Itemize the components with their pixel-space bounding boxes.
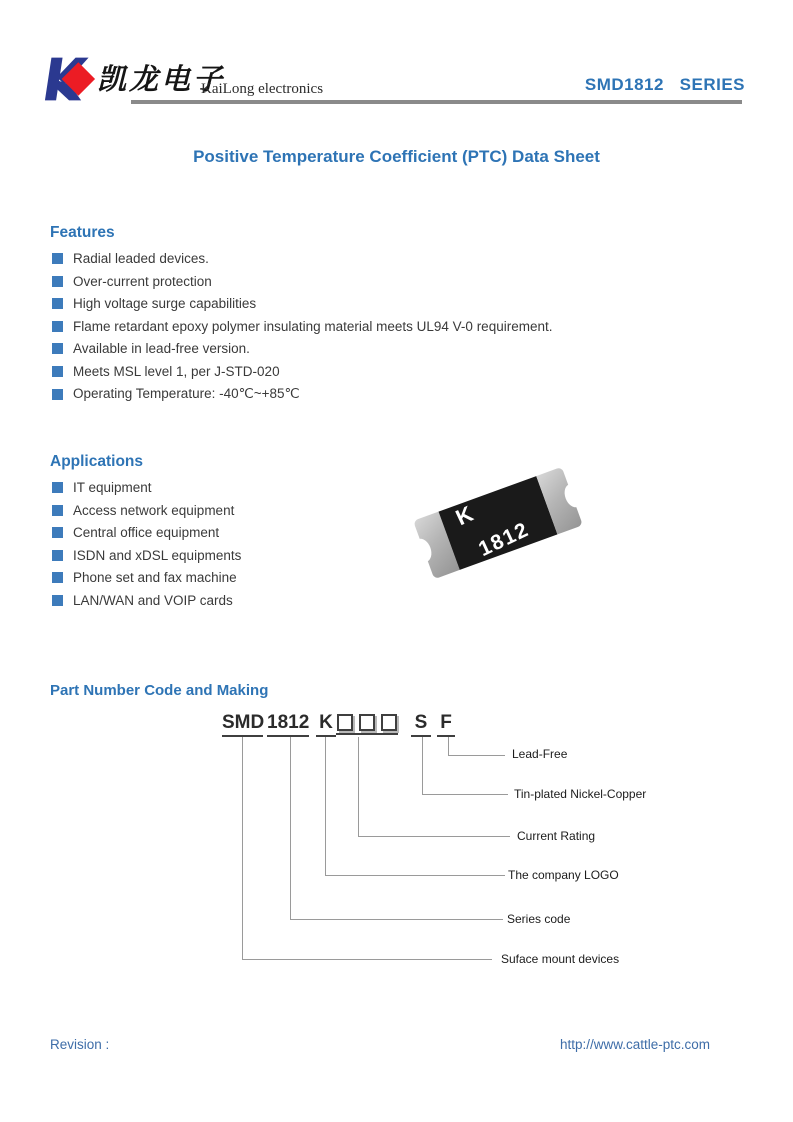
list-item (52, 251, 670, 266)
logo-subtitle: KaiLong electronics (201, 81, 324, 97)
bullet-square-icon (52, 550, 63, 561)
code-segment-smd: SMD (222, 711, 263, 737)
callout-line (358, 836, 510, 837)
list-item (52, 525, 410, 540)
callout-line (290, 919, 503, 920)
code-segment-series: 1812 (267, 711, 309, 737)
callout-line (422, 737, 423, 794)
part-number-heading: Part Number Code and Making (50, 682, 269, 699)
features-heading: Features (50, 224, 115, 241)
feature-text: Radial leaded devices. (73, 251, 209, 266)
list-item (52, 296, 670, 311)
callout-line (448, 737, 449, 755)
applications-list (50, 480, 410, 608)
ptc-component-photo (413, 467, 583, 579)
code-segment-rating-boxes (336, 711, 398, 735)
features-section (50, 224, 670, 410)
feature-text: Operating Temperature: -40℃~+85℃ (73, 386, 300, 401)
bullet-square-icon (52, 389, 63, 400)
callout-line (325, 875, 505, 876)
series-title: SMD1812 SERIES (584, 75, 745, 94)
list-item (52, 386, 670, 402)
feature-text: Available in lead-free version. (73, 341, 250, 356)
application-text: IT equipment (73, 480, 152, 495)
code-segment-f: F (437, 711, 455, 737)
feature-text: Over-current protection (73, 273, 212, 289)
bullet-square-icon (52, 595, 63, 606)
callout-label-tin-plated: Tin-plated Nickel-Copper (514, 787, 647, 801)
bullet-square-icon (52, 527, 63, 538)
logo-chinese-text: 凯龙电子 (97, 62, 226, 96)
application-text: Access network equipment (73, 502, 235, 518)
callout-label-surface-mount: Suface mount devices (501, 952, 620, 966)
chip-body (439, 476, 558, 570)
bullet-square-icon (52, 276, 63, 287)
rating-box-icon (337, 714, 353, 731)
features-list (50, 251, 670, 402)
kailong-logo-icon (44, 55, 96, 103)
bullet-square-icon (52, 366, 63, 377)
callout-line (242, 959, 492, 960)
callout-line (358, 737, 359, 836)
rating-box-icon (359, 714, 375, 731)
list-item (52, 480, 410, 495)
application-text: LAN/WAN and VOIP cards (73, 592, 233, 608)
list-item (52, 593, 410, 608)
bullet-square-icon (52, 505, 63, 516)
list-item (52, 319, 670, 334)
feature-text: Flame retardant epoxy polymer insulating material meets UL94 V-0 requirement. (73, 318, 553, 334)
bullet-square-icon (52, 572, 63, 583)
header-rule (131, 100, 742, 104)
applications-heading: Applications (50, 453, 144, 470)
feature-text: Meets MSL level 1, per J-STD-020 (73, 363, 280, 379)
list-item (52, 274, 670, 289)
feature-text: High voltage surge capabilities (73, 296, 257, 311)
website-link[interactable]: http://www.cattle-ptc.com (559, 1037, 710, 1052)
chip-marking-logo: K (451, 500, 477, 531)
code-segment-s: S (411, 711, 431, 737)
bullet-square-icon (52, 298, 63, 309)
applications-section (50, 453, 410, 615)
callout-line (448, 755, 505, 756)
callout-line (242, 737, 243, 959)
callout-label-lead-free: Lead-Free (512, 747, 568, 761)
chip-marking-size: 1812 (475, 517, 533, 562)
bullet-square-icon (52, 343, 63, 354)
callout-label-series-code: Series code (507, 912, 571, 926)
code-segment-logo: K (316, 711, 336, 737)
callout-line (325, 737, 326, 875)
callout-label-company-logo: The company LOGO (508, 868, 619, 882)
page-title: Positive Temperature Coefficient (PTC) Data Sheet (193, 147, 600, 166)
application-text: ISDN and xDSL equipments (73, 547, 242, 563)
list-item (52, 570, 410, 585)
application-text: Phone set and fax machine (73, 570, 237, 585)
rating-box-icon (381, 714, 397, 731)
revision-label: Revision : (50, 1037, 110, 1052)
list-item (52, 364, 670, 379)
application-text: Central office equipment (73, 525, 220, 540)
bullet-square-icon (52, 253, 63, 264)
bullet-square-icon (52, 482, 63, 493)
bullet-square-icon (52, 321, 63, 332)
callout-line (422, 794, 508, 795)
list-item (52, 548, 410, 563)
list-item (52, 503, 410, 518)
callout-line (290, 737, 291, 919)
list-item (52, 341, 670, 356)
callout-label-current-rating: Current Rating (517, 829, 596, 843)
